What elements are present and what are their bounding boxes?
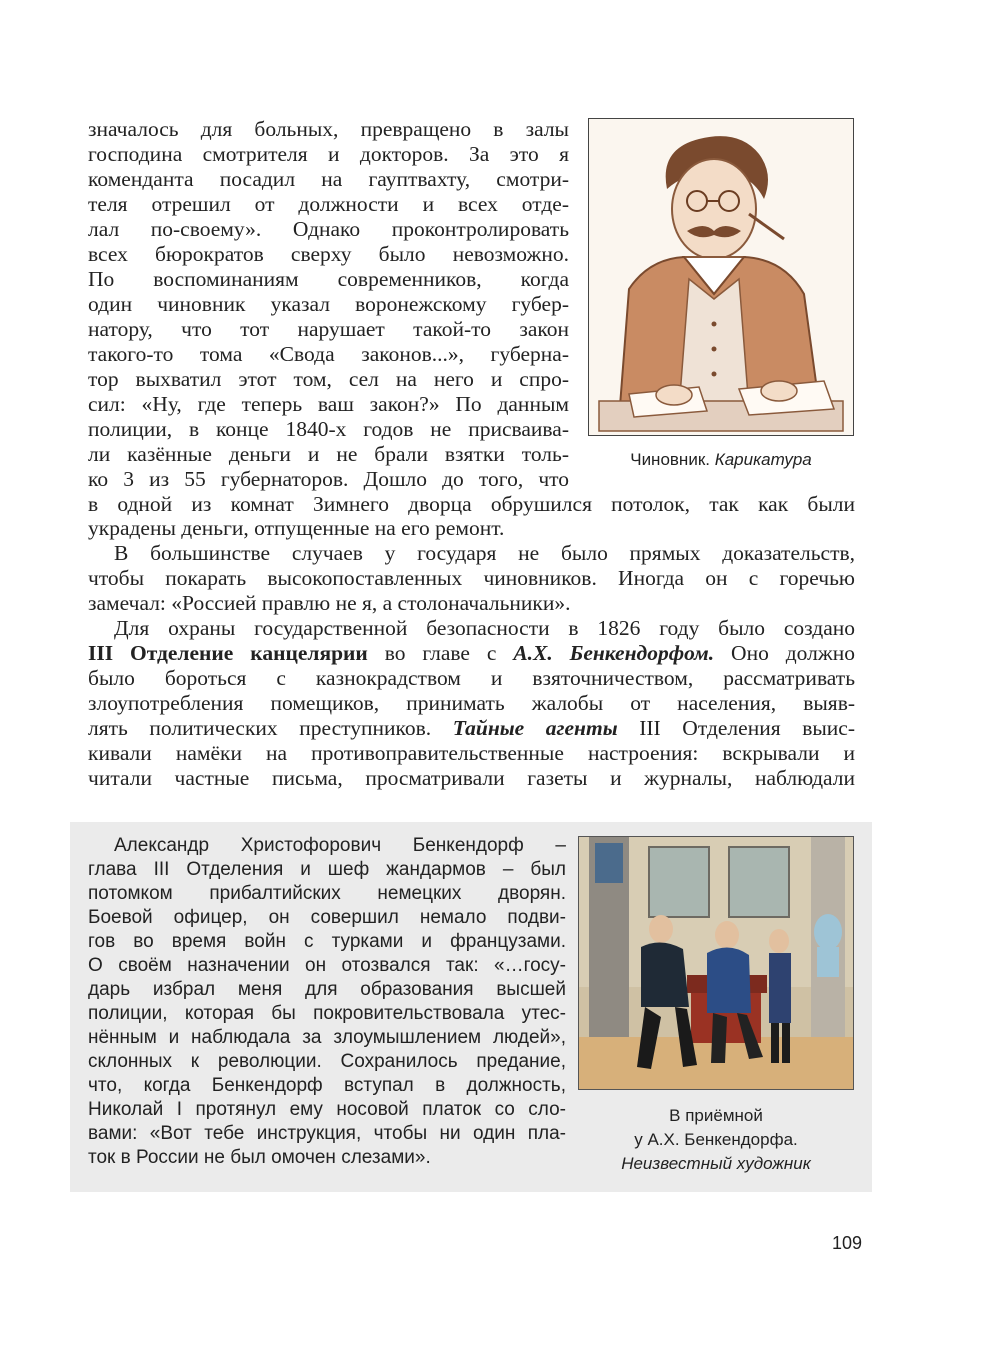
bold-term: III Отделение канцелярии <box>88 641 368 665</box>
sidebar-line: Николай I протянул ему носовой платок со сло- <box>88 1099 566 1120</box>
text-line: Для охраны государственной безопасности в 1826 году было создано <box>114 616 855 640</box>
sidebar-line: глава III Отделения и шеф жандармов – был <box>88 859 566 880</box>
bold-italic-term: Тайные агенты <box>452 716 618 740</box>
bold-italic-name: А.Х. Бенкендорфом. <box>513 641 715 665</box>
text-line: По воспоминаниям современников, когда <box>88 267 569 291</box>
text-span: лять политических преступников. <box>88 716 453 740</box>
caption-italic: Карикатура <box>714 450 812 469</box>
caption-line: у А.Х. Бенкендорфа. <box>634 1130 798 1149</box>
page-number: 109 <box>831 1233 862 1253</box>
text-line <box>88 716 855 741</box>
sidebar-line: полиции, которая бы покровительствовала утес- <box>88 1003 566 1024</box>
text-line: чтобы покарать высокопоставленных чиновников. Иногда он с горечью <box>88 566 855 590</box>
text-line: сил: «Ну, где теперь ваш закон?» По данным <box>88 392 569 416</box>
text-line: значалось для больных, превращено в залы <box>88 117 569 141</box>
text-line: В большинстве случаев у государя не было прямых доказательств, <box>114 541 855 565</box>
text-line: тор выхватил этот том, сел на него и спро- <box>88 367 569 391</box>
caption-text: Чиновник. <box>630 450 715 469</box>
sidebar-line: вами: «Вот тебе инструкция, чтобы ни один пла- <box>88 1123 566 1144</box>
caricature-image <box>588 118 854 436</box>
text-line: замечал: «Россией правлю не я, а столоначальники». <box>88 591 571 615</box>
sidebar-line: что, когда Бенкендорф вступал в должность, <box>88 1075 566 1096</box>
text-line: злоупотребления помещиков, принимать жалобы от населения, выяв- <box>88 691 855 715</box>
text-line: украдены деньги, отпущенные на его ремонт. <box>88 516 505 540</box>
caption-artist: Неизвестный художник <box>621 1154 811 1173</box>
text-line: господина смотрителя и докторов. За это я <box>88 142 569 166</box>
text-line: лал по-своему». Однако проконтролировать <box>88 217 569 241</box>
text-span: во главе с <box>367 641 514 665</box>
text-line: ли казённые деньги и не брали взятки толь- <box>88 442 569 466</box>
reception-room-painting <box>579 837 853 1089</box>
caption-line: В приёмной <box>669 1106 763 1125</box>
sidebar-line: дарь избрал меня для образования высшей <box>88 979 566 1000</box>
reception-painting-image <box>578 836 854 1090</box>
text-line: полиции, в конце 1840-х годов не присваива- <box>88 417 569 441</box>
text-line: кивали намёки на противоправительственные настроения: вскрывали и <box>88 741 855 765</box>
text-line <box>88 641 855 666</box>
text-line: такого-то тома «Свода законов...», губерна- <box>88 342 569 366</box>
text-span: III Отделения выис- <box>617 716 855 740</box>
text-span: Оно должно <box>714 641 855 665</box>
sidebar-line: О своём назначении он отозвался так: «…госу- <box>88 955 566 976</box>
sidebar-line: склонных к революции. Сохранилось предание, <box>88 1051 566 1072</box>
text-line: натору, что тот нарушает такой-то закон <box>88 317 569 341</box>
text-line: теля отрешил от должности и всех отде- <box>88 192 569 216</box>
official-caricature-drawing <box>589 119 853 435</box>
sidebar-line: Александр Христофорович Бенкендорф – <box>114 835 566 856</box>
caricature-caption <box>588 450 854 470</box>
sidebar-line: гов во время войн с турками и французами. <box>88 931 566 952</box>
text-line: было бороться с казнокрадством и взяточничеством, рассматривать <box>88 666 855 690</box>
sidebar-line: потомком прибалтийских немецких дворян. <box>88 883 566 904</box>
text-line: один чиновник указал воронежскому губер- <box>88 292 569 316</box>
text-line: в одной из комнат Зимнего дворца обрушился потолок, так как были <box>88 492 855 516</box>
text-line: ко 3 из 55 губернаторов. Дошло до того, что <box>88 467 569 491</box>
sidebar-line: ток в России не был омочен слезами». <box>88 1147 431 1168</box>
text-line: коменданта посадил на гауптвахту, смотри- <box>88 167 569 191</box>
text-line: читали частные письма, просматривали газеты и журналы, наблюдали <box>88 766 855 790</box>
text-line: всех бюрократов сверху было невозможно. <box>88 242 569 266</box>
sidebar-line: нённым и наблюдала за злоумышлением людей», <box>88 1027 566 1048</box>
painting-caption <box>578 1104 854 1176</box>
sidebar-line: Боевой офицер, он совершил немало подви- <box>88 907 566 928</box>
